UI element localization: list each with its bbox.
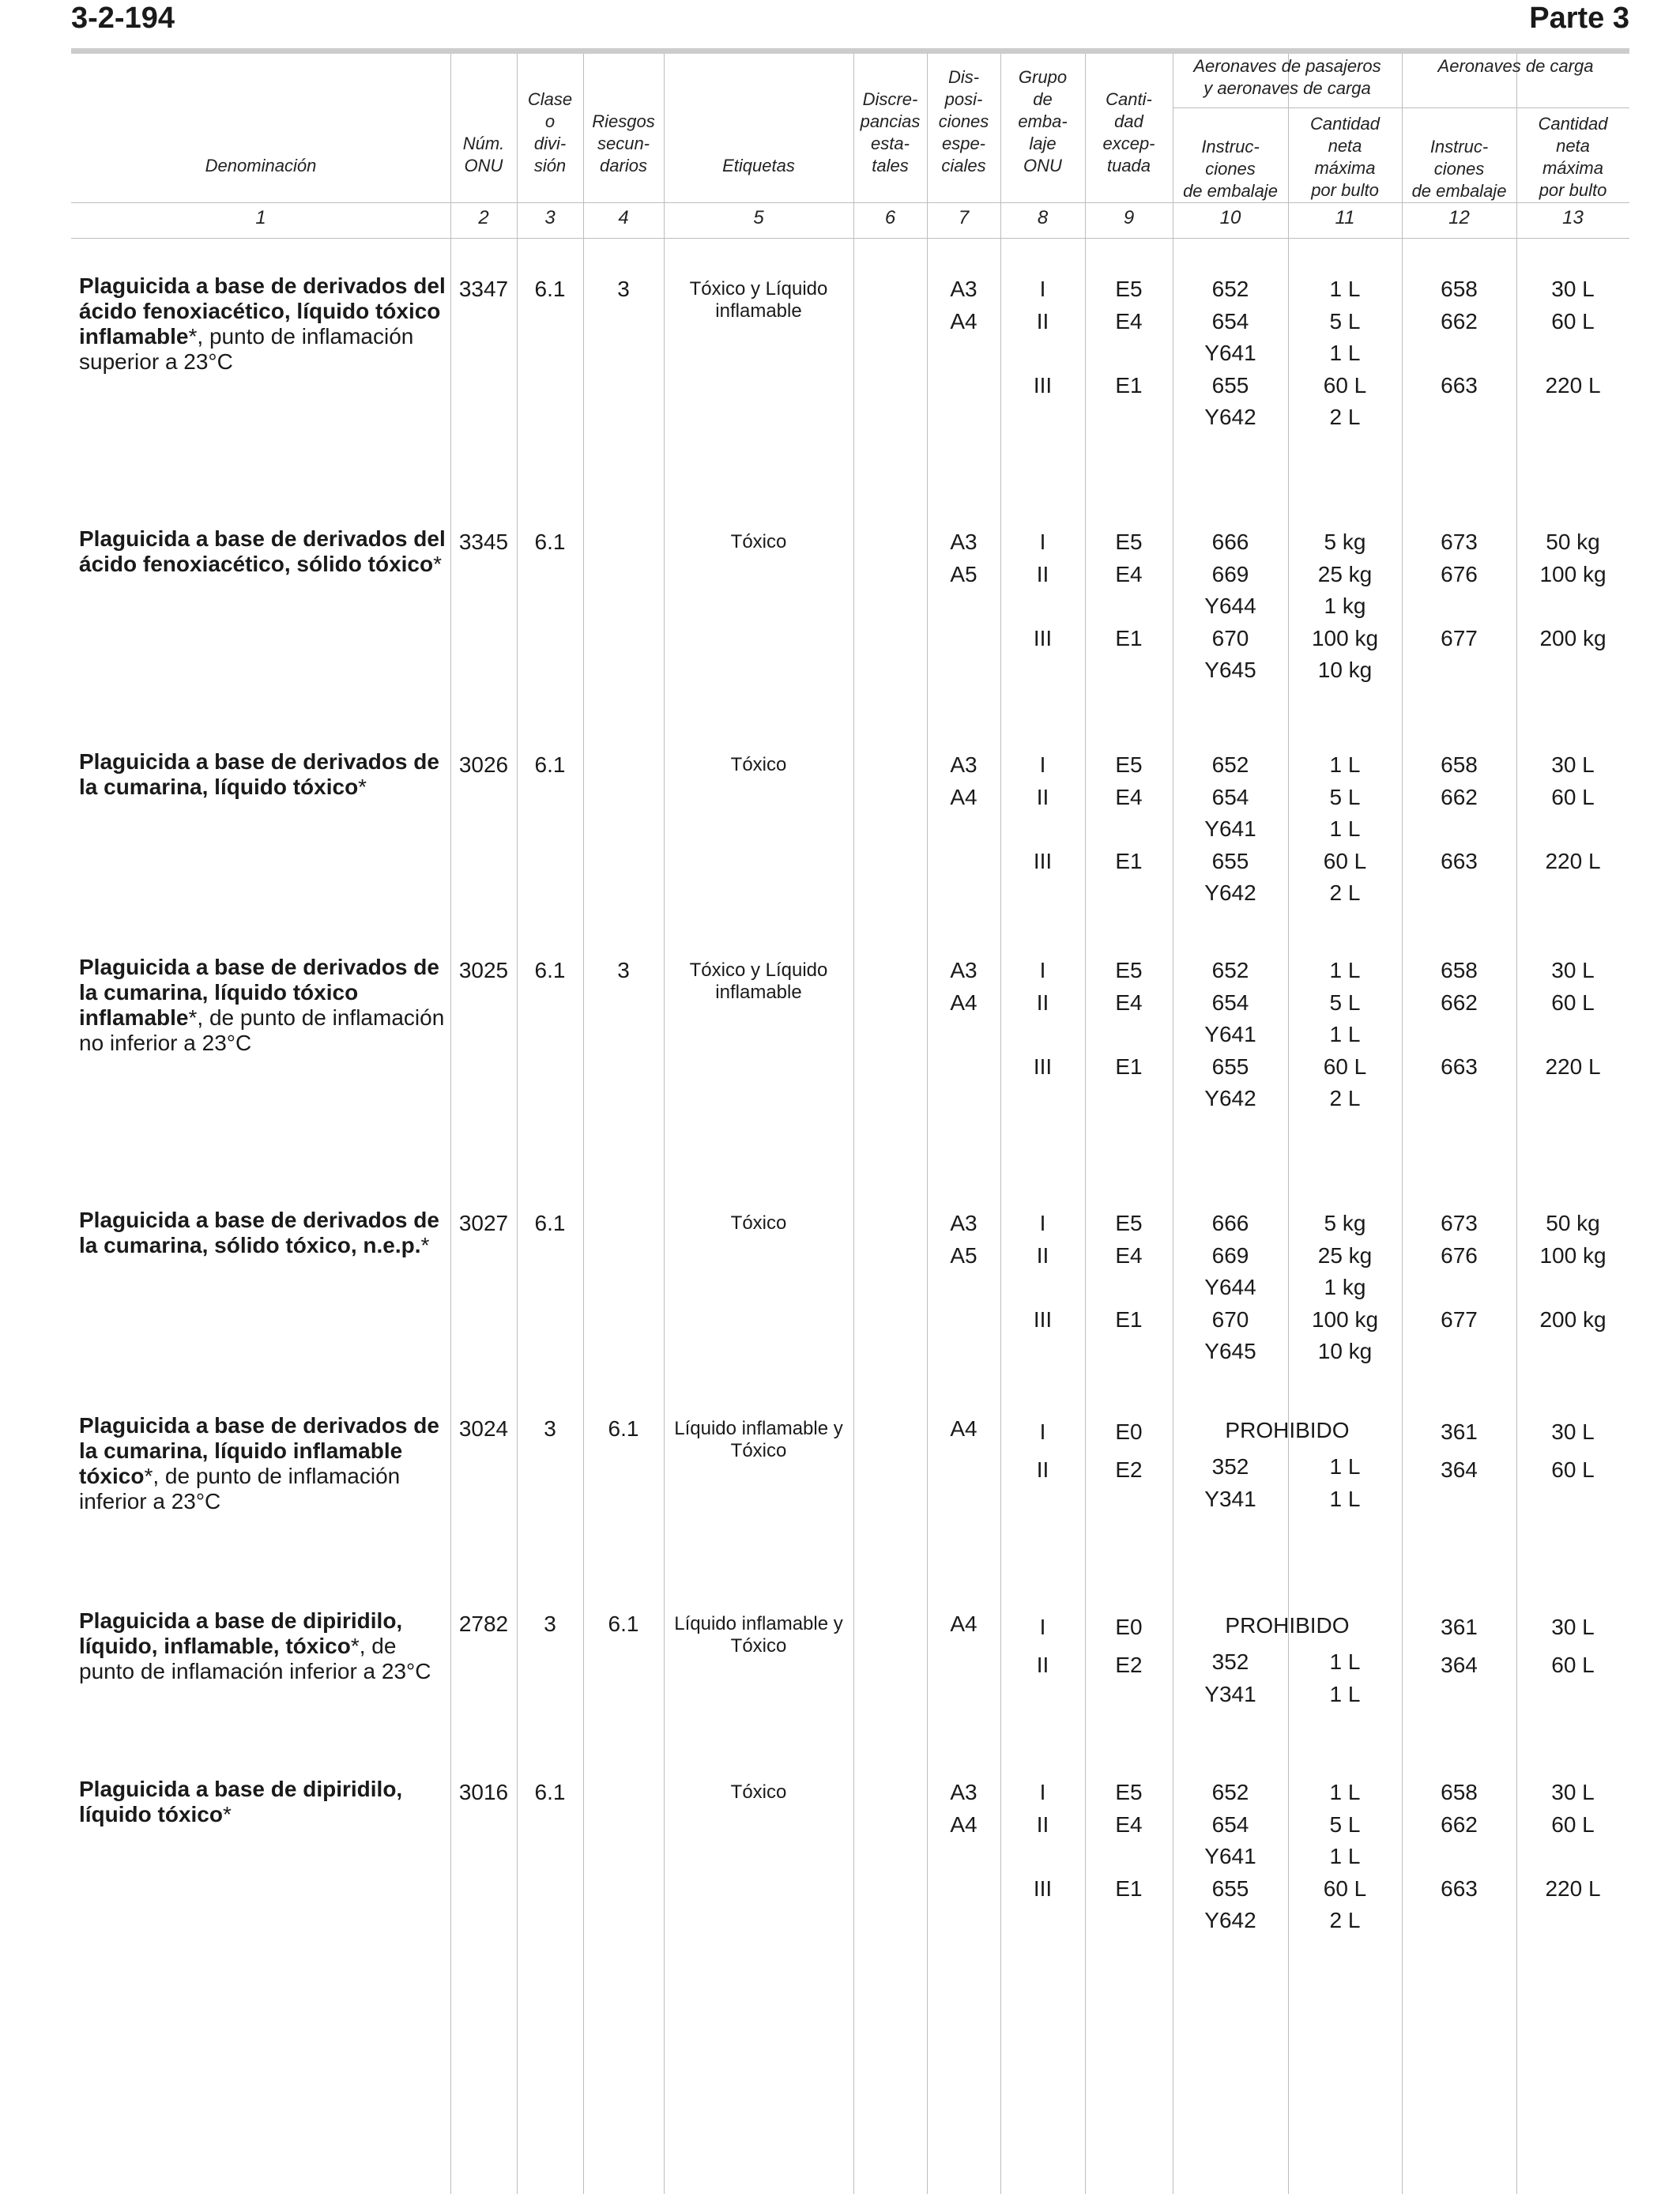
header-cantidad-neta-carga: Cantidad neta máxima por bulto	[1538, 114, 1608, 200]
etiquetas: Tóxico	[730, 531, 787, 552]
entry-name: Plaguicida a base de derivados del ácido fenoxiacético, sólido tóxico*	[79, 526, 446, 576]
cantidad-neta-carga: 30 L 60 L	[1551, 1615, 1595, 1677]
disposiciones: A3 A4	[950, 958, 977, 1015]
etiquetas: Tóxico y Líquido inflamable	[689, 278, 828, 322]
cantidad-neta: 1 L 5 L 1 L 60 L 2 L	[1323, 277, 1367, 429]
cantidad-exceptuada: E5 E4 E1	[1115, 958, 1143, 1079]
instrucciones-embalaje: 352 Y341	[1204, 1454, 1256, 1511]
col-divider	[927, 54, 928, 2194]
header-discrepancias: Discre- pancias esta- tales	[860, 89, 921, 175]
un-number: 3016	[458, 1780, 509, 1804]
column-number: 1	[255, 207, 266, 228]
column-number: 3	[544, 207, 556, 228]
un-number: 3027	[458, 1211, 509, 1235]
col-divider	[517, 54, 518, 2194]
instrucciones-carga: 658 662 663	[1441, 1780, 1478, 1901]
instrucciones-embalaje: 652 654 Y641 655 Y642	[1204, 752, 1256, 905]
entry-name: Plaguicida a base de dipiridilo, líquido tóxico*	[79, 1777, 403, 1826]
cantidad-exceptuada: E0 E2	[1115, 1419, 1143, 1482]
instrucciones-embalaje: 666 669 Y644 670 Y645	[1204, 530, 1256, 682]
grupo-embalaje: I II III	[1033, 530, 1053, 650]
cantidad-neta-carga: 30 L 60 L 220 L	[1545, 958, 1601, 1079]
cantidad-neta-carga: 30 L 60 L 220 L	[1545, 752, 1601, 873]
un-number: 2782	[458, 1612, 509, 1636]
instrucciones-embalaje: 652 654 Y641 655 Y642	[1204, 1780, 1256, 1932]
header-group-pasajeros: Aeronaves de pasajeros y aeronaves de carga	[1193, 56, 1381, 98]
header-grupo: Grupo de emba- laje ONU	[1018, 67, 1068, 175]
column-number: 12	[1448, 207, 1470, 228]
etiquetas: Líquido inflamable y Tóxico	[674, 1613, 843, 1657]
header-clase: Clase o divi- sión	[527, 89, 573, 175]
cantidad-neta-carga: 30 L 60 L 220 L	[1545, 1780, 1601, 1901]
column-number: 13	[1562, 207, 1584, 228]
instrucciones-carga: 673 676 677	[1441, 1211, 1478, 1332]
column-number: 4	[618, 207, 629, 228]
header-denominacion: Denominación	[205, 156, 317, 175]
cantidad-exceptuada: E0 E2	[1115, 1615, 1143, 1677]
entry-name: Plaguicida a base de derivados del ácido fenoxiacético, líquido tóxico inflamable*, punto de inflamación superior a 23°C	[79, 273, 446, 374]
cantidad-neta-carga: 50 kg 100 kg 200 kg	[1539, 530, 1607, 650]
riesgos: 6.1	[608, 1612, 639, 1636]
grupo-embalaje: I II III	[1033, 1211, 1053, 1332]
header-num-onu: Núm. ONU	[462, 134, 505, 175]
instrucciones-carga: 658 662 663	[1441, 958, 1478, 1079]
page-number: 3-2-194	[71, 2, 175, 35]
un-number: 3026	[458, 752, 509, 777]
group-header-rule	[1173, 107, 1629, 108]
disposiciones: A3 A5	[950, 530, 977, 586]
entry-name: Plaguicida a base de derivados de la cumarina, líquido tóxico inflamable*, de punto de inflamación no inferior a 23°C	[79, 955, 445, 1055]
grupo-embalaje: I II	[1036, 1615, 1049, 1677]
cantidad-exceptuada: E5 E4 E1	[1115, 530, 1143, 650]
clase: 6.1	[534, 1211, 566, 1235]
part-label: Parte 3	[1529, 2, 1629, 35]
grupo-embalaje: I II III	[1033, 277, 1053, 398]
cantidad-neta-carga: 30 L 60 L	[1551, 1419, 1595, 1482]
column-number: 9	[1123, 207, 1135, 228]
cantidad-neta-carga: 50 kg 100 kg 200 kg	[1539, 1211, 1607, 1332]
cantidad-exceptuada: E5 E4 E1	[1115, 277, 1143, 398]
cantidad-neta: 1 L 5 L 1 L 60 L 2 L	[1323, 958, 1367, 1110]
grupo-embalaje: I II	[1036, 1419, 1049, 1482]
instrucciones-embalaje: 652 654 Y641 655 Y642	[1204, 277, 1256, 429]
clase: 6.1	[534, 958, 566, 982]
cantidad-exceptuada: E5 E4 E1	[1115, 1211, 1143, 1332]
column-number: 2	[478, 207, 489, 228]
prohibido-label: PROHIBIDO	[1225, 1613, 1350, 1638]
disposiciones: A3 A4	[950, 277, 977, 334]
cantidad-exceptuada: E5 E4 E1	[1115, 1780, 1143, 1901]
disposiciones: A3 A4	[950, 1780, 977, 1837]
clase: 6.1	[534, 1780, 566, 1804]
header-etiquetas: Etiquetas	[722, 156, 795, 175]
clase: 6.1	[534, 752, 566, 777]
etiquetas: Tóxico	[730, 1781, 787, 1803]
column-number: 8	[1037, 207, 1049, 228]
grupo-embalaje: I II III	[1033, 958, 1053, 1079]
cantidad-neta: 5 kg 25 kg 1 kg 100 kg 10 kg	[1311, 530, 1379, 682]
col-divider	[664, 54, 665, 2194]
clase: 3	[544, 1612, 556, 1636]
header-group-carga: Aeronaves de carga	[1437, 56, 1594, 76]
disposiciones: A4	[950, 1416, 977, 1441]
clase: 3	[544, 1416, 556, 1441]
riesgos: 3	[617, 277, 630, 301]
instrucciones-embalaje: 652 654 Y641 655 Y642	[1204, 958, 1256, 1110]
etiquetas: Líquido inflamable y Tóxico	[674, 1418, 843, 1461]
entry-name: Plaguicida a base de derivados de la cumarina, sólido tóxico, n.e.p.*	[79, 1208, 439, 1257]
entry-name: Plaguicida a base de dipiridilo, líquido, inflamable, tóxico*, de punto de inflamación inferior a 23°C	[79, 1608, 431, 1683]
cantidad-neta: 1 L 1 L	[1329, 1454, 1361, 1511]
etiquetas: Tóxico	[730, 1212, 787, 1234]
cantidad-exceptuada: E5 E4 E1	[1115, 752, 1143, 873]
instrucciones-carga: 673 676 677	[1441, 530, 1478, 650]
un-number: 3025	[458, 958, 509, 982]
header-riesgos: Riesgos secun- darios	[592, 111, 655, 175]
header-disposiciones: Dis- posi- ciones espe- ciales	[938, 67, 989, 175]
cantidad-neta: 1 L 1 L	[1329, 1649, 1361, 1706]
header-cantidad-exceptuada: Canti- dad excep- tuada	[1102, 89, 1155, 175]
page-header	[71, 0, 1629, 44]
column-number: 5	[753, 207, 764, 228]
instrucciones-carga: 658 662 663	[1441, 752, 1478, 873]
column-number: 7	[958, 207, 970, 228]
riesgos: 3	[617, 958, 630, 982]
cantidad-neta: 1 L 5 L 1 L 60 L 2 L	[1323, 752, 1367, 905]
header-cantidad-neta: Cantidad neta máxima por bulto	[1309, 114, 1381, 200]
column-number: 10	[1219, 207, 1241, 228]
instrucciones-carga: 658 662 663	[1441, 277, 1478, 398]
cantidad-neta-carga: 30 L 60 L 220 L	[1545, 277, 1601, 398]
grupo-embalaje: I II III	[1033, 1780, 1053, 1901]
disposiciones: A3 A5	[950, 1211, 977, 1268]
disposiciones: A3 A4	[950, 752, 977, 809]
column-number: 6	[884, 207, 896, 228]
top-rule	[71, 48, 1629, 54]
un-number: 3024	[458, 1416, 509, 1441]
riesgos: 6.1	[608, 1416, 639, 1441]
column-number: 11	[1335, 207, 1355, 228]
col-divider	[450, 54, 451, 2194]
cantidad-neta: 1 L 5 L 1 L 60 L 2 L	[1323, 1780, 1367, 1932]
colnum-rule	[71, 238, 1629, 239]
col-divider	[583, 54, 584, 2194]
instrucciones-carga: 361 364	[1441, 1419, 1478, 1482]
instrucciones-embalaje: 352 Y341	[1204, 1649, 1256, 1706]
header-rule	[71, 202, 1629, 203]
header-instrucciones: Instruc- ciones de embalaje	[1183, 137, 1278, 201]
un-number: 3347	[458, 277, 509, 301]
grupo-embalaje: I II III	[1033, 752, 1053, 873]
cantidad-neta: 5 kg 25 kg 1 kg 100 kg 10 kg	[1311, 1211, 1379, 1363]
instrucciones-carga: 361 364	[1441, 1615, 1478, 1677]
entry-name: Plaguicida a base de derivados de la cumarina, líquido tóxico*	[79, 749, 439, 799]
header-instrucciones-carga: Instruc- ciones de embalaje	[1411, 137, 1507, 201]
col-divider	[853, 54, 854, 2194]
instrucciones-embalaje: 666 669 Y644 670 Y645	[1204, 1211, 1256, 1363]
un-number: 3345	[458, 530, 509, 554]
etiquetas: Tóxico y Líquido inflamable	[689, 959, 828, 1003]
etiquetas: Tóxico	[730, 754, 787, 775]
clase: 6.1	[534, 530, 566, 554]
prohibido-label: PROHIBIDO	[1225, 1418, 1350, 1442]
clase: 6.1	[534, 277, 566, 301]
disposiciones: A4	[950, 1612, 977, 1636]
entry-name: Plaguicida a base de derivados de la cumarina, líquido inflamable tóxico*, de punto de inflamación inferior a 23°C	[79, 1413, 439, 1514]
